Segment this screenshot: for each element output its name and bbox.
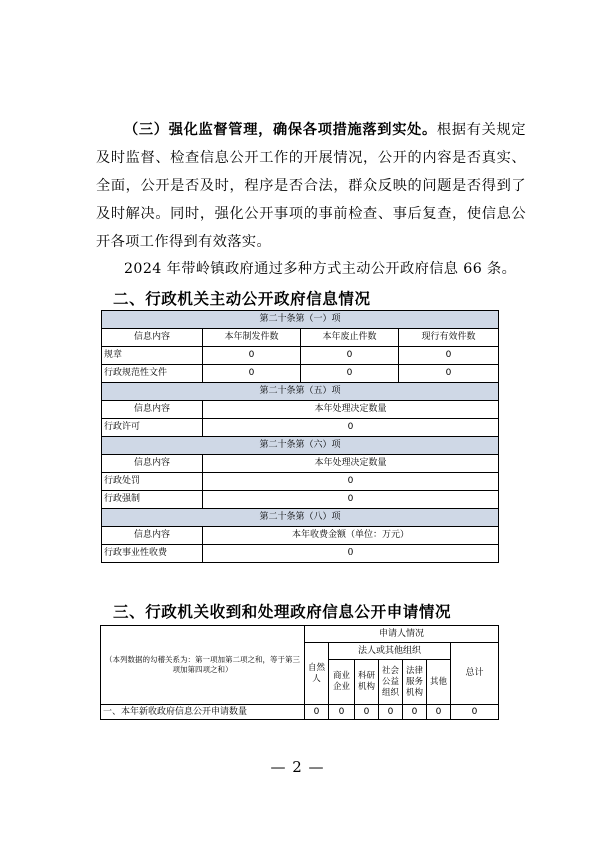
- column-header-research: 科研机构: [355, 660, 379, 705]
- cell-value: 0: [203, 473, 499, 491]
- row-label: 一、本年新收政府信息公开申请数量: [101, 705, 305, 720]
- column-header: 现行有效件数: [399, 329, 499, 347]
- application-handling-table: [100, 625, 499, 720]
- page-number: — 2 —: [270, 758, 325, 776]
- legal-entity-header: 法人或其他组织: [329, 643, 451, 660]
- cell-value: 0: [203, 347, 301, 365]
- column-header-legal-service: 法律服务机构: [403, 660, 427, 705]
- table-row: [102, 491, 499, 509]
- applicant-header: 申请人情况: [305, 626, 499, 643]
- table-row: [101, 705, 499, 720]
- section-title-art20-1: 第二十条第（一）项: [102, 311, 499, 329]
- row-label: 行政事业性收费: [102, 545, 203, 563]
- cell-value: 0: [203, 545, 499, 563]
- column-header: 本年废止件数: [301, 329, 399, 347]
- row-label: 行政规范性文件: [102, 365, 203, 383]
- table-row: [102, 473, 499, 491]
- table-row: [102, 347, 499, 365]
- table-row: [102, 365, 499, 383]
- cell-value: 0: [399, 347, 499, 365]
- cell-value: 0: [399, 365, 499, 383]
- cell-value: 0: [203, 365, 301, 383]
- column-header-commercial: 商业企业: [329, 660, 355, 705]
- section-title-art20-6: 第二十条第（六）项: [102, 437, 499, 455]
- column-header: 信息内容: [102, 455, 203, 473]
- column-header: 本年处理决定数量: [203, 455, 499, 473]
- cell-value: 0: [403, 705, 427, 720]
- column-header: 信息内容: [102, 329, 203, 347]
- column-header: 本年收费金额（单位：万元）: [203, 527, 499, 545]
- row-label: 规章: [102, 347, 203, 365]
- natural-person-header: 自然人: [305, 643, 329, 705]
- total-header: 总计: [451, 643, 499, 705]
- column-header: 本年制发件数: [203, 329, 301, 347]
- paragraph-supervision: [96, 116, 526, 256]
- column-header-public-welfare: 社会公益组织: [379, 660, 403, 705]
- cell-value: 0: [301, 347, 399, 365]
- table-header-row: [102, 329, 499, 347]
- table-section-row: [102, 437, 499, 455]
- row-label: 行政许可: [102, 419, 203, 437]
- reconciliation-note: （本列数据的勾稽关系为：第一项加第二项之和，等于第三项加第四项之和）: [101, 626, 305, 705]
- row-label: 行政强制: [102, 491, 203, 509]
- column-header-other: 其他: [427, 660, 451, 705]
- cell-value: 0: [305, 705, 329, 720]
- table-section-row: [102, 311, 499, 329]
- paragraph-summary: 2024 年带岭镇政府通过多种方式主动公开政府信息 66 条。: [124, 261, 517, 277]
- row-label: 行政处罚: [102, 473, 203, 491]
- cell-value: 0: [379, 705, 403, 720]
- column-header: 本年处理决定数量: [203, 401, 499, 419]
- table-row: [102, 545, 499, 563]
- cell-value: 0: [451, 705, 499, 720]
- paragraph-supervision-body: 根据有关规定及时监督、检查信息公开工作的开展情况，公开的内容是否真实、全面，公开是否及时，程序是否合法，群众反映的问题是否得到了及时解决。同时，强化公开事项的事前检查、事后复查，使信息公开各项工作得到有效落实。: [96, 122, 526, 250]
- cell-value: 0: [203, 419, 499, 437]
- cell-value: 0: [329, 705, 355, 720]
- section-title-art20-8: 第二十条第（八）项: [102, 509, 499, 527]
- table-row: [102, 419, 499, 437]
- cell-value: 0: [355, 705, 379, 720]
- active-disclosure-table: [101, 310, 499, 563]
- table-section-row: [102, 509, 499, 527]
- column-header: 信息内容: [102, 527, 203, 545]
- cell-value: 0: [301, 365, 399, 383]
- section-heading-application-handling: 三、行政机关收到和处理政府信息公开申请情况: [113, 603, 452, 621]
- section-title-art20-5: 第二十条第（五）项: [102, 383, 499, 401]
- table-header-row: [102, 455, 499, 473]
- table-section-row: [102, 383, 499, 401]
- column-header: 信息内容: [102, 401, 203, 419]
- table-header-row: [102, 401, 499, 419]
- table-header-row: [101, 626, 499, 643]
- table-header-row: [102, 527, 499, 545]
- section-heading-active-disclosure: 二、行政机关主动公开政府信息情况: [113, 290, 371, 308]
- cell-value: 0: [427, 705, 451, 720]
- paragraph-supervision-lead: （三）强化监督管理，确保各项措施落到实处。: [124, 122, 437, 138]
- cell-value: 0: [203, 491, 499, 509]
